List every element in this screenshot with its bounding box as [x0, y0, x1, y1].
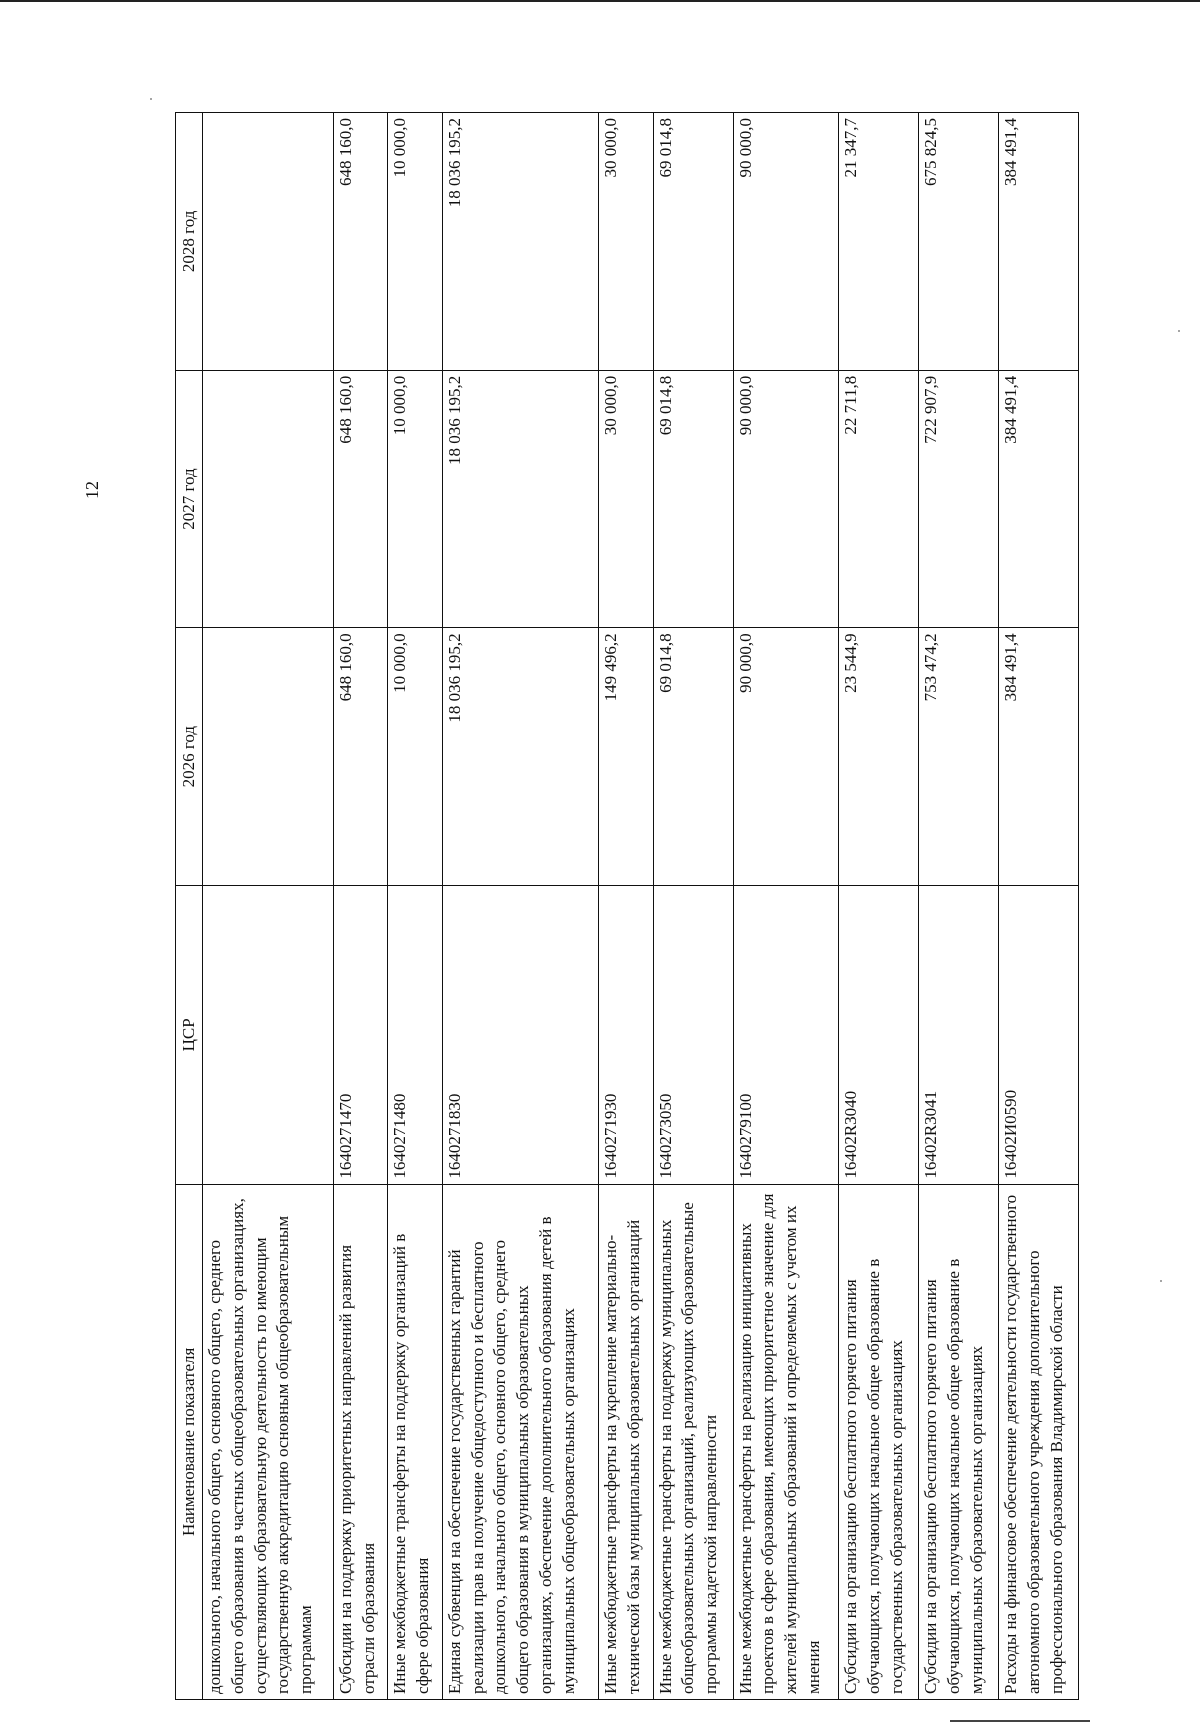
- table-row: [919, 113, 999, 1700]
- cell-2026: 384 491,4: [998, 628, 1078, 886]
- rotated-table-container: [175, 112, 1079, 1700]
- table-row: [653, 113, 733, 1700]
- cell-2027: 648 160,0: [333, 370, 387, 628]
- cell-2026: 23 544,9: [839, 628, 919, 886]
- header-2028: 2028 год: [176, 113, 203, 371]
- cell-csr: 1640279100: [733, 886, 838, 1185]
- table-row: [203, 113, 334, 1700]
- cell-2027: 18 036 195,2: [442, 370, 599, 628]
- header-2026: 2026 год: [176, 628, 203, 886]
- header-csr: ЦСР: [176, 886, 203, 1185]
- cell-name: Иные межбюджетные трансферты на поддержку организаций в сфере образования: [388, 1184, 442, 1699]
- cell-name: дошкольного, начального общего, основного общего, среднего общего образования в частных общеобразовательных организациях, осуществляющих образовательную деятельность по имеющим государственную аккредитацию основным общеобразовательным программам: [203, 1184, 334, 1699]
- cell-name: Субсидии на организацию бесплатного горячего питания обучающихся, получающих начальное общее образование в муниципальных образовательных организациях: [919, 1184, 999, 1699]
- cell-2028: 69 014,8: [653, 113, 733, 371]
- cell-2028: 21 347,7: [839, 113, 919, 371]
- cell-csr: 1640271930: [599, 886, 653, 1185]
- cell-2028: 30 000,0: [599, 113, 653, 371]
- cell-csr: 16402R3041: [919, 886, 999, 1185]
- cell-2026: 753 474,2: [919, 628, 999, 886]
- cell-name: Субсидии на организацию бесплатного горячего питания обучающихся, получающих начальное общее образование в государственных образовательных организациях: [839, 1184, 919, 1699]
- cell-2027: 722 907,9: [919, 370, 999, 628]
- cell-2026: 18 036 195,2: [442, 628, 599, 886]
- scan-speck: [1160, 1280, 1162, 1282]
- table-row: [333, 113, 387, 1700]
- cell-name: Иные межбюджетные трансферты на реализацию инициативных проектов в сфере образования, имеющих приоритетное значение для жителей муниципальных образований и определяемых с учетом их мнения: [733, 1184, 838, 1699]
- budget-table: [175, 112, 1079, 1700]
- cell-name: Единая субвенция на обеспечение государственных гарантий реализации прав на получение общедоступного и бесплатного дошкольного, начального общего, основного общего, среднего общего образования в муниципальных образовательных организациях, обеспечение дополнительного образования детей в муниципальных общеобразовательных организациях: [442, 1184, 599, 1699]
- cell-name: Иные межбюджетные трансферты на укрепление материально-технической базы муниципальных образовательных организаций: [599, 1184, 653, 1699]
- cell-2027: 22 711,8: [839, 370, 919, 628]
- cell-csr: 16402И0590: [998, 886, 1078, 1185]
- cell-2026: 10 000,0: [388, 628, 442, 886]
- scan-speck: [1178, 330, 1180, 332]
- cell-2028: 90 000,0: [733, 113, 838, 371]
- cell-csr: 16402R3040: [839, 886, 919, 1185]
- cell-csr: 1640271830: [442, 886, 599, 1185]
- table-row: [388, 113, 442, 1700]
- cell-2026: 648 160,0: [333, 628, 387, 886]
- table-row: [839, 113, 919, 1700]
- cell-name: Иные межбюджетные трансферты на поддержку муниципальных общеобразовательных организаций, реализующих образовательные программы кадетской направленности: [653, 1184, 733, 1699]
- cell-2027: 10 000,0: [388, 370, 442, 628]
- cell-csr: 1640271470: [333, 886, 387, 1185]
- table-row: [733, 113, 838, 1700]
- table-row: [442, 113, 599, 1700]
- cell-2027: 384 491,4: [998, 370, 1078, 628]
- cell-2026: 69 014,8: [653, 628, 733, 886]
- cell-csr: [203, 886, 334, 1185]
- cell-2028: 675 824,5: [919, 113, 999, 371]
- cell-2026: 90 000,0: [733, 628, 838, 886]
- cell-2027: [203, 370, 334, 628]
- cell-2026: 149 496,2: [599, 628, 653, 886]
- cell-2026: [203, 628, 334, 886]
- cell-2027: 69 014,8: [653, 370, 733, 628]
- cell-2028: 18 036 195,2: [442, 113, 599, 371]
- cell-2028: [203, 113, 334, 371]
- header-name: Наименование показателя: [176, 1184, 203, 1699]
- table-row: [599, 113, 653, 1700]
- cell-csr: 1640273050: [653, 886, 733, 1185]
- cell-name: Субсидии на поддержку приоритетных направлений развития отрасли образования: [333, 1184, 387, 1699]
- table-row: [998, 113, 1078, 1700]
- cell-2028: 10 000,0: [388, 113, 442, 371]
- cell-2027: 30 000,0: [599, 370, 653, 628]
- table-header-row: [176, 113, 203, 1700]
- cell-csr: 1640271480: [388, 886, 442, 1185]
- header-2027: 2027 год: [176, 370, 203, 628]
- bottom-rule: [950, 1720, 1090, 1722]
- cell-2028: 648 160,0: [333, 113, 387, 371]
- top-rule: [0, 0, 1200, 2]
- page-number: 12: [82, 481, 102, 499]
- cell-name: Расходы на финансовое обеспечение деятельности государственного автономного образовательного учреждения дополнительного профессионального образования Владимирской области: [998, 1184, 1078, 1699]
- cell-2027: 90 000,0: [733, 370, 838, 628]
- cell-2028: 384 491,4: [998, 113, 1078, 371]
- scan-speck: [150, 98, 152, 100]
